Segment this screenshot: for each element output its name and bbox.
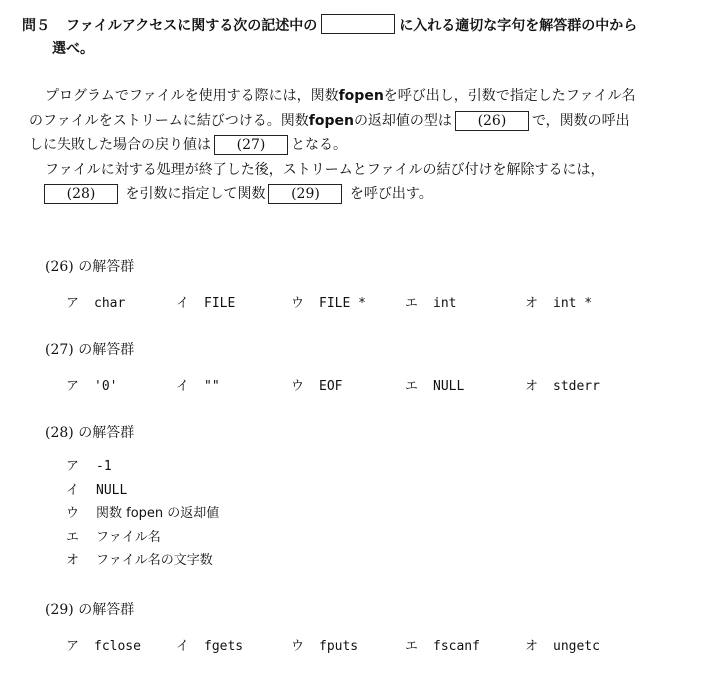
answer-group-28-label: (28) の解答群 [45,425,135,441]
p1-fopen: fopen [338,88,384,104]
option-28-e[interactable]: エ ファイル名 [66,529,161,545]
answer-group-28-options [66,455,219,573]
option-29-o[interactable]: オ ungetc [525,639,600,654]
option-27-u[interactable]: ウ EOF [291,379,343,394]
p1-text-e: で，関数の呼出 [531,112,630,129]
option-27-o[interactable]: オ stderr [525,379,600,394]
option-26-a[interactable]: ア char [66,296,126,311]
p1-text-g: となる。 [291,137,347,153]
option-27-a[interactable]: ア '0' [66,379,118,394]
paragraph-1 [29,84,679,109]
blank-29: (29) [268,184,342,204]
option-26-u[interactable]: ウ FILE * [291,296,366,311]
option-28-a[interactable]: ア -1 [66,459,112,474]
question-body [29,84,679,207]
title-line-2: 選べ。 [52,41,94,57]
title-blank-box [321,14,395,34]
p1-text-c: のファイルをストリームに結びつける。関数 [29,112,309,129]
question-number: 問５ [22,18,50,34]
p1-fopen-2: fopen [308,112,354,129]
option-26-i[interactable]: イ FILE [176,296,236,311]
option-28-o[interactable]: オ ファイル名の文字数 [66,553,213,568]
paragraph-1-line-2 [29,109,679,134]
option-26-e[interactable]: エ int [405,296,457,311]
blank-27: (27) [214,135,288,155]
p2-text-a: ファイルに対する処理が終了した後，ストリームとファイルの結び付けを解除するには， [45,161,605,178]
blank-28: (28) [44,184,118,204]
option-29-a[interactable]: ア fclose [66,639,141,654]
paragraph-2-line-2 [29,182,679,207]
option-29-e[interactable]: エ fscanf [405,639,480,654]
option-27-i[interactable]: イ "" [176,379,220,394]
p1-text-a: プログラムでファイルを使用する際には，関数 [45,88,339,104]
option-28-u[interactable]: ウ 関数 fopen の返却値 [66,506,220,521]
option-28-i[interactable]: イ NULL [66,482,128,498]
option-29-u[interactable]: ウ fputs [291,639,359,654]
p1-text-d: の返却値の型は [353,112,452,129]
answer-group-26-label: (26) の解答群 [45,259,135,275]
option-27-e[interactable]: エ NULL [405,379,465,394]
title-text-before: ファイルアクセスに関する次の記述中の [66,18,318,34]
option-26-o[interactable]: オ int * [525,296,593,311]
p1-text-f: しに失敗した場合の戻り値は [29,137,211,153]
paragraph-2 [29,158,679,183]
answer-group-27-label: (27) の解答群 [45,342,135,358]
p1-text-b: を呼び出し，引数で指定したファイル名 [383,88,636,104]
p2-text-b: を引数に指定して関数 [125,186,266,202]
paragraph-1-line-3 [29,133,679,158]
title-text-after: に入れる適切な字句を解答群の中から [399,18,638,34]
p2-text-c: を呼び出す。 [349,186,433,202]
blank-26: (26) [455,111,529,131]
option-29-i[interactable]: イ fgets [176,639,244,654]
question-title [22,14,682,61]
answer-group-29-label: (29) の解答群 [45,602,135,618]
